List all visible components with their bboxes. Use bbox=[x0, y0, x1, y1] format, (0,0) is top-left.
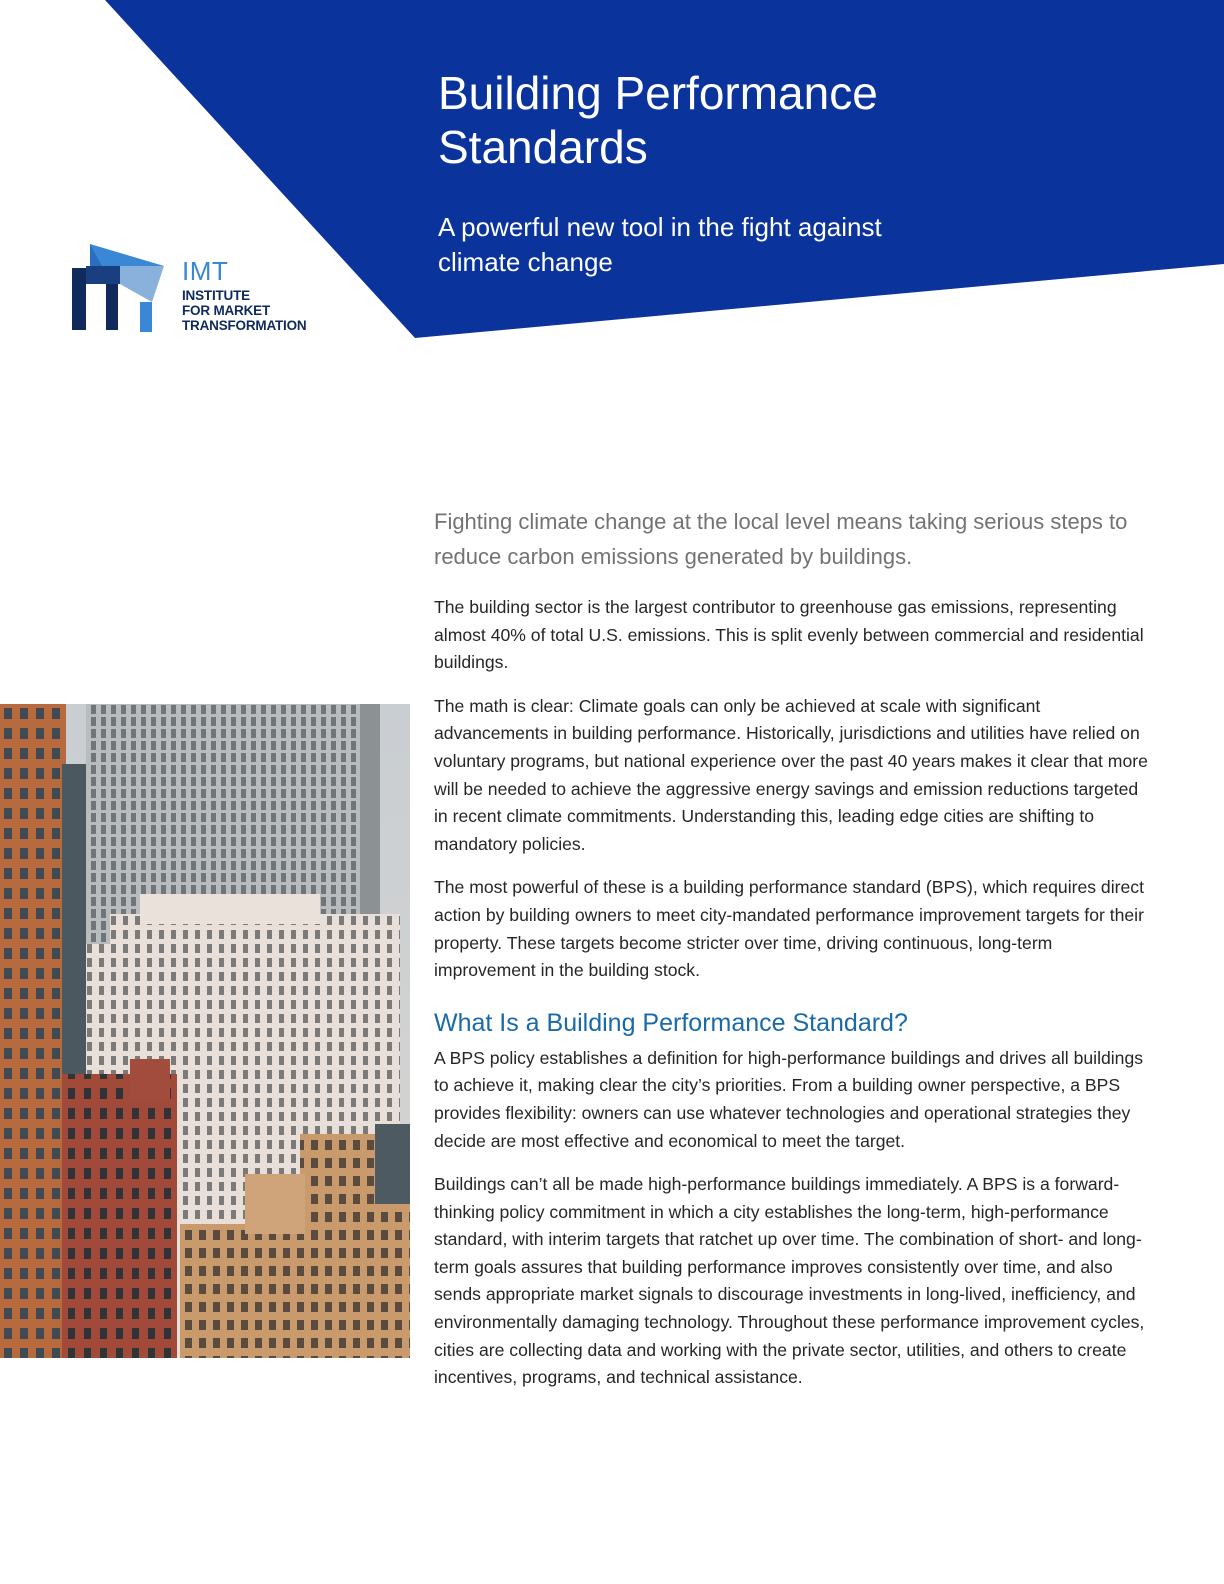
section-heading: What Is a Building Performance Standard? bbox=[434, 1008, 908, 1037]
main-content bbox=[434, 504, 1154, 1408]
section-paragraph: A BPS policy establishes a definition for high-performance buildings and drives all buildings to achieve it, making clear the city’s priorities. From a building owner perspective, a BPS provides flexibility: owners can use whatever technologies and operational strategies they decide are most effective and economical to meet the target. bbox=[434, 1047, 1144, 1151]
intro-paragraph: The math is clear: Climate goals can only be achieved at scale with significant advancements in building performance. Historically, jurisdictions and utilities have relied on voluntary programs, but national experience over the past 40 years makes it clear that more will be needed to achieve the aggressive energy savings and emission reductions targeted in recent climate commitments. Understanding this, leading edge cities are shifting to mandatory policies. bbox=[434, 695, 1148, 854]
document-title: Building Performance Standards bbox=[438, 67, 878, 173]
cityscape-photo bbox=[0, 704, 410, 1358]
logo-name-line: INSTITUTE bbox=[182, 288, 250, 303]
imt-logo-acronym: IMT bbox=[182, 256, 229, 286]
imt-logo-mark-icon bbox=[72, 244, 172, 336]
intro-paragraph: The most powerful of these is a building performance standard (BPS), which requires direct action by building owners to meet city-mandated performance improvement targets for their property. These targets become stricter over time, driving continuous, long-term improvement in the building stock. bbox=[434, 877, 1144, 981]
intro-lead: Fighting climate change at the local level means taking serious steps to reduce carbon emissions generated by buildings. bbox=[434, 509, 1128, 569]
imt-logo bbox=[72, 244, 332, 336]
document-subtitle: A powerful new tool in the fight against climate change bbox=[438, 212, 882, 277]
intro-paragraph: The building sector is the largest contributor to greenhouse gas emissions, representing almost 40% of total U.S. emissions. This is split evenly between commercial and residential buildings. bbox=[434, 597, 1144, 673]
logo-name-line: TRANSFORMATION bbox=[182, 318, 307, 333]
imt-logo-name bbox=[182, 288, 342, 333]
section-paragraph: Buildings can’t all be made high-performance buildings immediately. A BPS is a forward-thinking policy commitment in which a city establishes the long-term, high-performance standard, with interim targets that ratchet up over time. The combination of short- and long-term goals assures that building performance improves consistently over time, and also sends appropriate market signals to discourage investments in long-lived, inefficiency, and environmentally damaging technology. Throughout these performance improvement cycles, cities are collecting data and working with the private sector, utilities, and others to create incentives, programs, and technical assistance. bbox=[434, 1174, 1145, 1388]
logo-name-line: FOR MARKET bbox=[182, 303, 270, 318]
